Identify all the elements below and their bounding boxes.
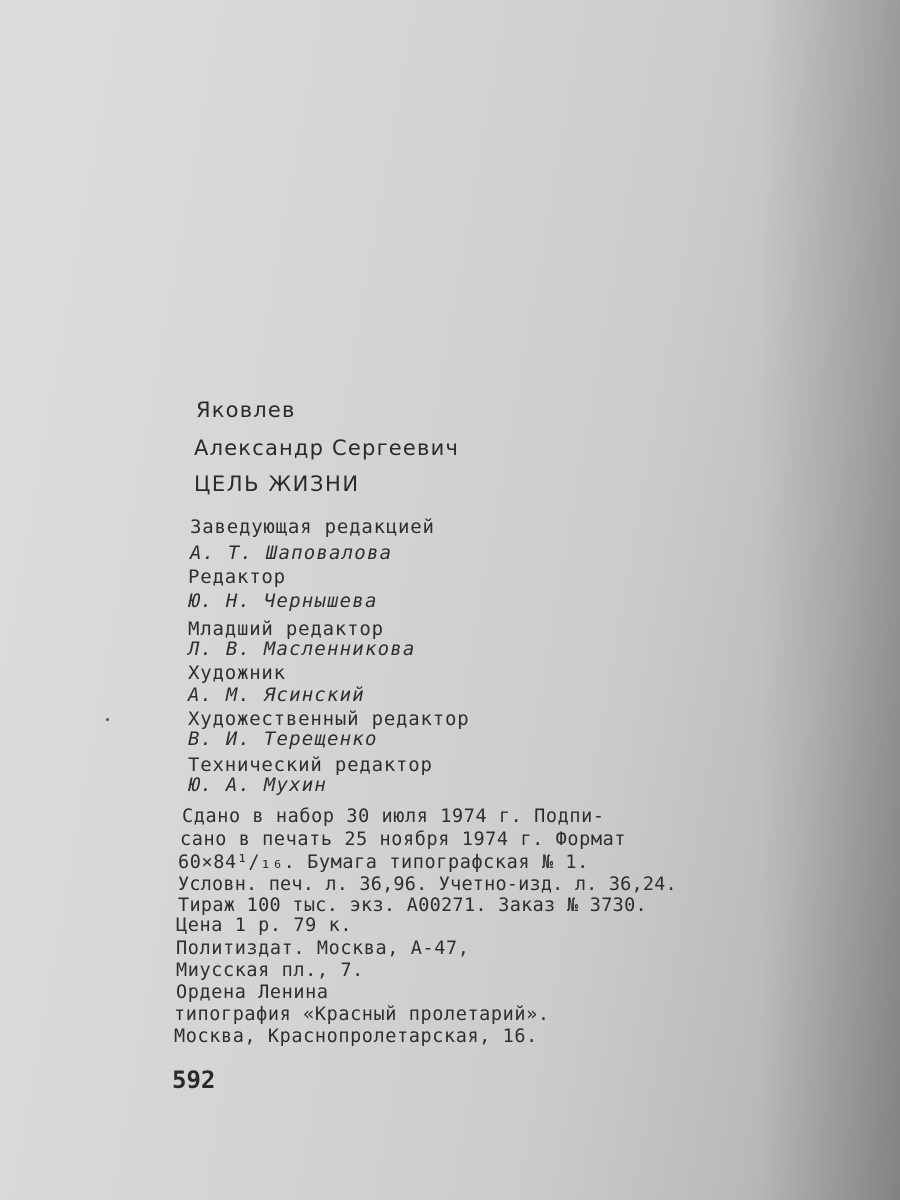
credit-name: Ю. Н. Чернышева [188, 590, 378, 612]
imprint-line: 60×84¹/₁₆. Бумага типографская № 1. [178, 852, 589, 873]
imprint-line: Сдано в набор 30 июля 1974 г. Подпи- [182, 806, 605, 827]
page-number: 592 [172, 1066, 216, 1094]
credit-name: Ю. А. Мухин [188, 774, 328, 796]
imprint-line: сано в печать 25 ноября 1974 г. Формат [180, 829, 627, 850]
author-surname: Яковлев [196, 398, 296, 422]
credit-name: А. Т. Шаповалова [190, 542, 393, 564]
credit-name: А. М. Ясинский [188, 684, 365, 706]
credit-role: Заведующая редакцией [190, 516, 435, 538]
printer-line: Ордена Ленина [176, 982, 329, 1003]
publisher-line: Миусская пл., 7. [176, 960, 364, 981]
credit-role: Технический редактор [188, 754, 433, 776]
credit-role: Художник [188, 662, 286, 684]
publisher-line: Политиздат. Москва, А-47, [176, 938, 470, 959]
imprint-line: Цена 1 р. 79 к. [176, 915, 353, 936]
credit-role: Младший редактор [188, 618, 384, 640]
paper-speck [106, 718, 109, 721]
credit-role: Редактор [188, 566, 286, 588]
book-title: ЦЕЛЬ ЖИЗНИ [194, 472, 360, 496]
credit-name: Л. В. Масленникова [188, 638, 416, 660]
printer-line: Москва, Краснопролетарская, 16. [174, 1026, 538, 1047]
credit-role: Художественный редактор [188, 708, 470, 730]
imprint-line: Условн. печ. л. 36,96. Учетно-изд. л. 36,24. [178, 874, 677, 895]
imprint-line: Тираж 100 тыс. экз. А00271. Заказ № 3730. [178, 895, 647, 916]
printer-line: типография «Красный пролетарий». [174, 1004, 550, 1025]
page-edge-shadow [760, 0, 900, 1200]
author-given-names: Александр Сергеевич [194, 436, 460, 460]
credit-name: В. И. Терещенко [188, 728, 378, 750]
